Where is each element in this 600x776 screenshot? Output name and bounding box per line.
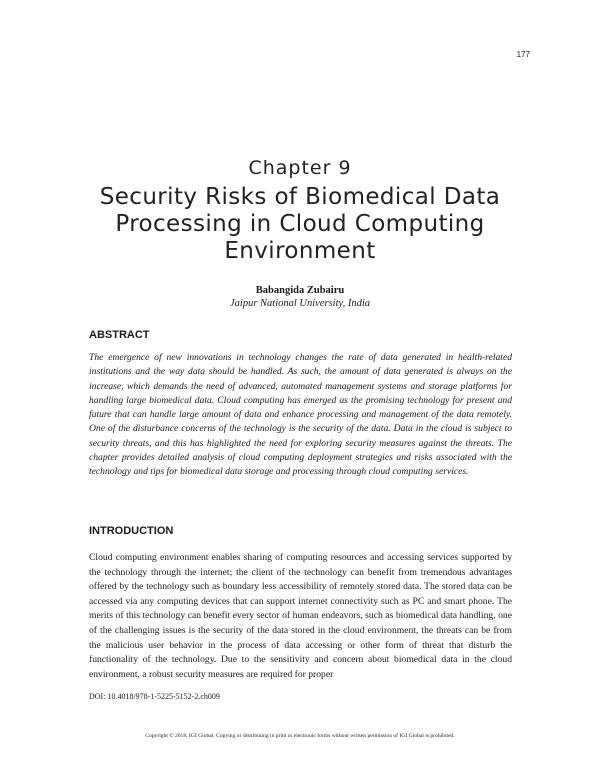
introduction-heading: INTRODUCTION	[89, 525, 174, 537]
chapter-title: Security Risks of Biomedical Data Processing in Cloud Computing Environment	[99, 184, 501, 264]
doi: DOI: 10.4018/978-1-5225-5152-2.ch009	[89, 692, 220, 701]
page-number: 177	[516, 50, 530, 59]
introduction-text: Cloud computing environment enables sharing of computing resources and accessing services supported by the technology through the internet; the client of the technology can benefit from tremendous advantages offered by the technology such as boundary less accessibility of remotely stored data. The stored data can be accessed via any computing devices that can support internet connectivity such as PC and smart phone. The merits of this technology can benefit every sector of human endeavors, such as biomedical data handling, one of the challenging issues is the security of the data stored in the cloud environment, the threats can be from the malicious user behavior in the process of data accessing or other form of threat that disturb the functionality of the technology. Due to the sensitivity and concern about biomedical data in the cloud environment, a robust security measures are required for proper	[89, 552, 512, 680]
abstract-text: The emergence of new innovations in technology changes the rate of data generated in health-related institutions and the way data should be handled. As such, the amount of data generated is always on the increase, which demands the need of advanced, automated management systems and storage platforms for handling large biomedical data. Cloud computing has emerged as the promising technology for present and future that can handle large amount of data and enhance processing and management of the data remotely. One of the disturbance concerns of the technology is the security of the data. Data in the cloud is subject to security threats, and this has highlighted the need for exploring security measures against the threats. The chapter provides detailed analysis of cloud computing deployment strategies and risks associated with the technology and tips for biomedical data storage and processing through cloud computing services.	[89, 352, 512, 478]
copyright-notice: Copyright © 2018, IGI Global. Copying or distributing in print or electronic forms without written permission of IGI Global is prohibited.	[145, 733, 455, 739]
author-name: Babangida Zubairu	[255, 285, 345, 296]
chapter-label: Chapter 9	[248, 157, 352, 179]
abstract-heading: ABSTRACT	[89, 329, 150, 341]
author-affiliation: Jaipur National University, India	[230, 298, 370, 309]
